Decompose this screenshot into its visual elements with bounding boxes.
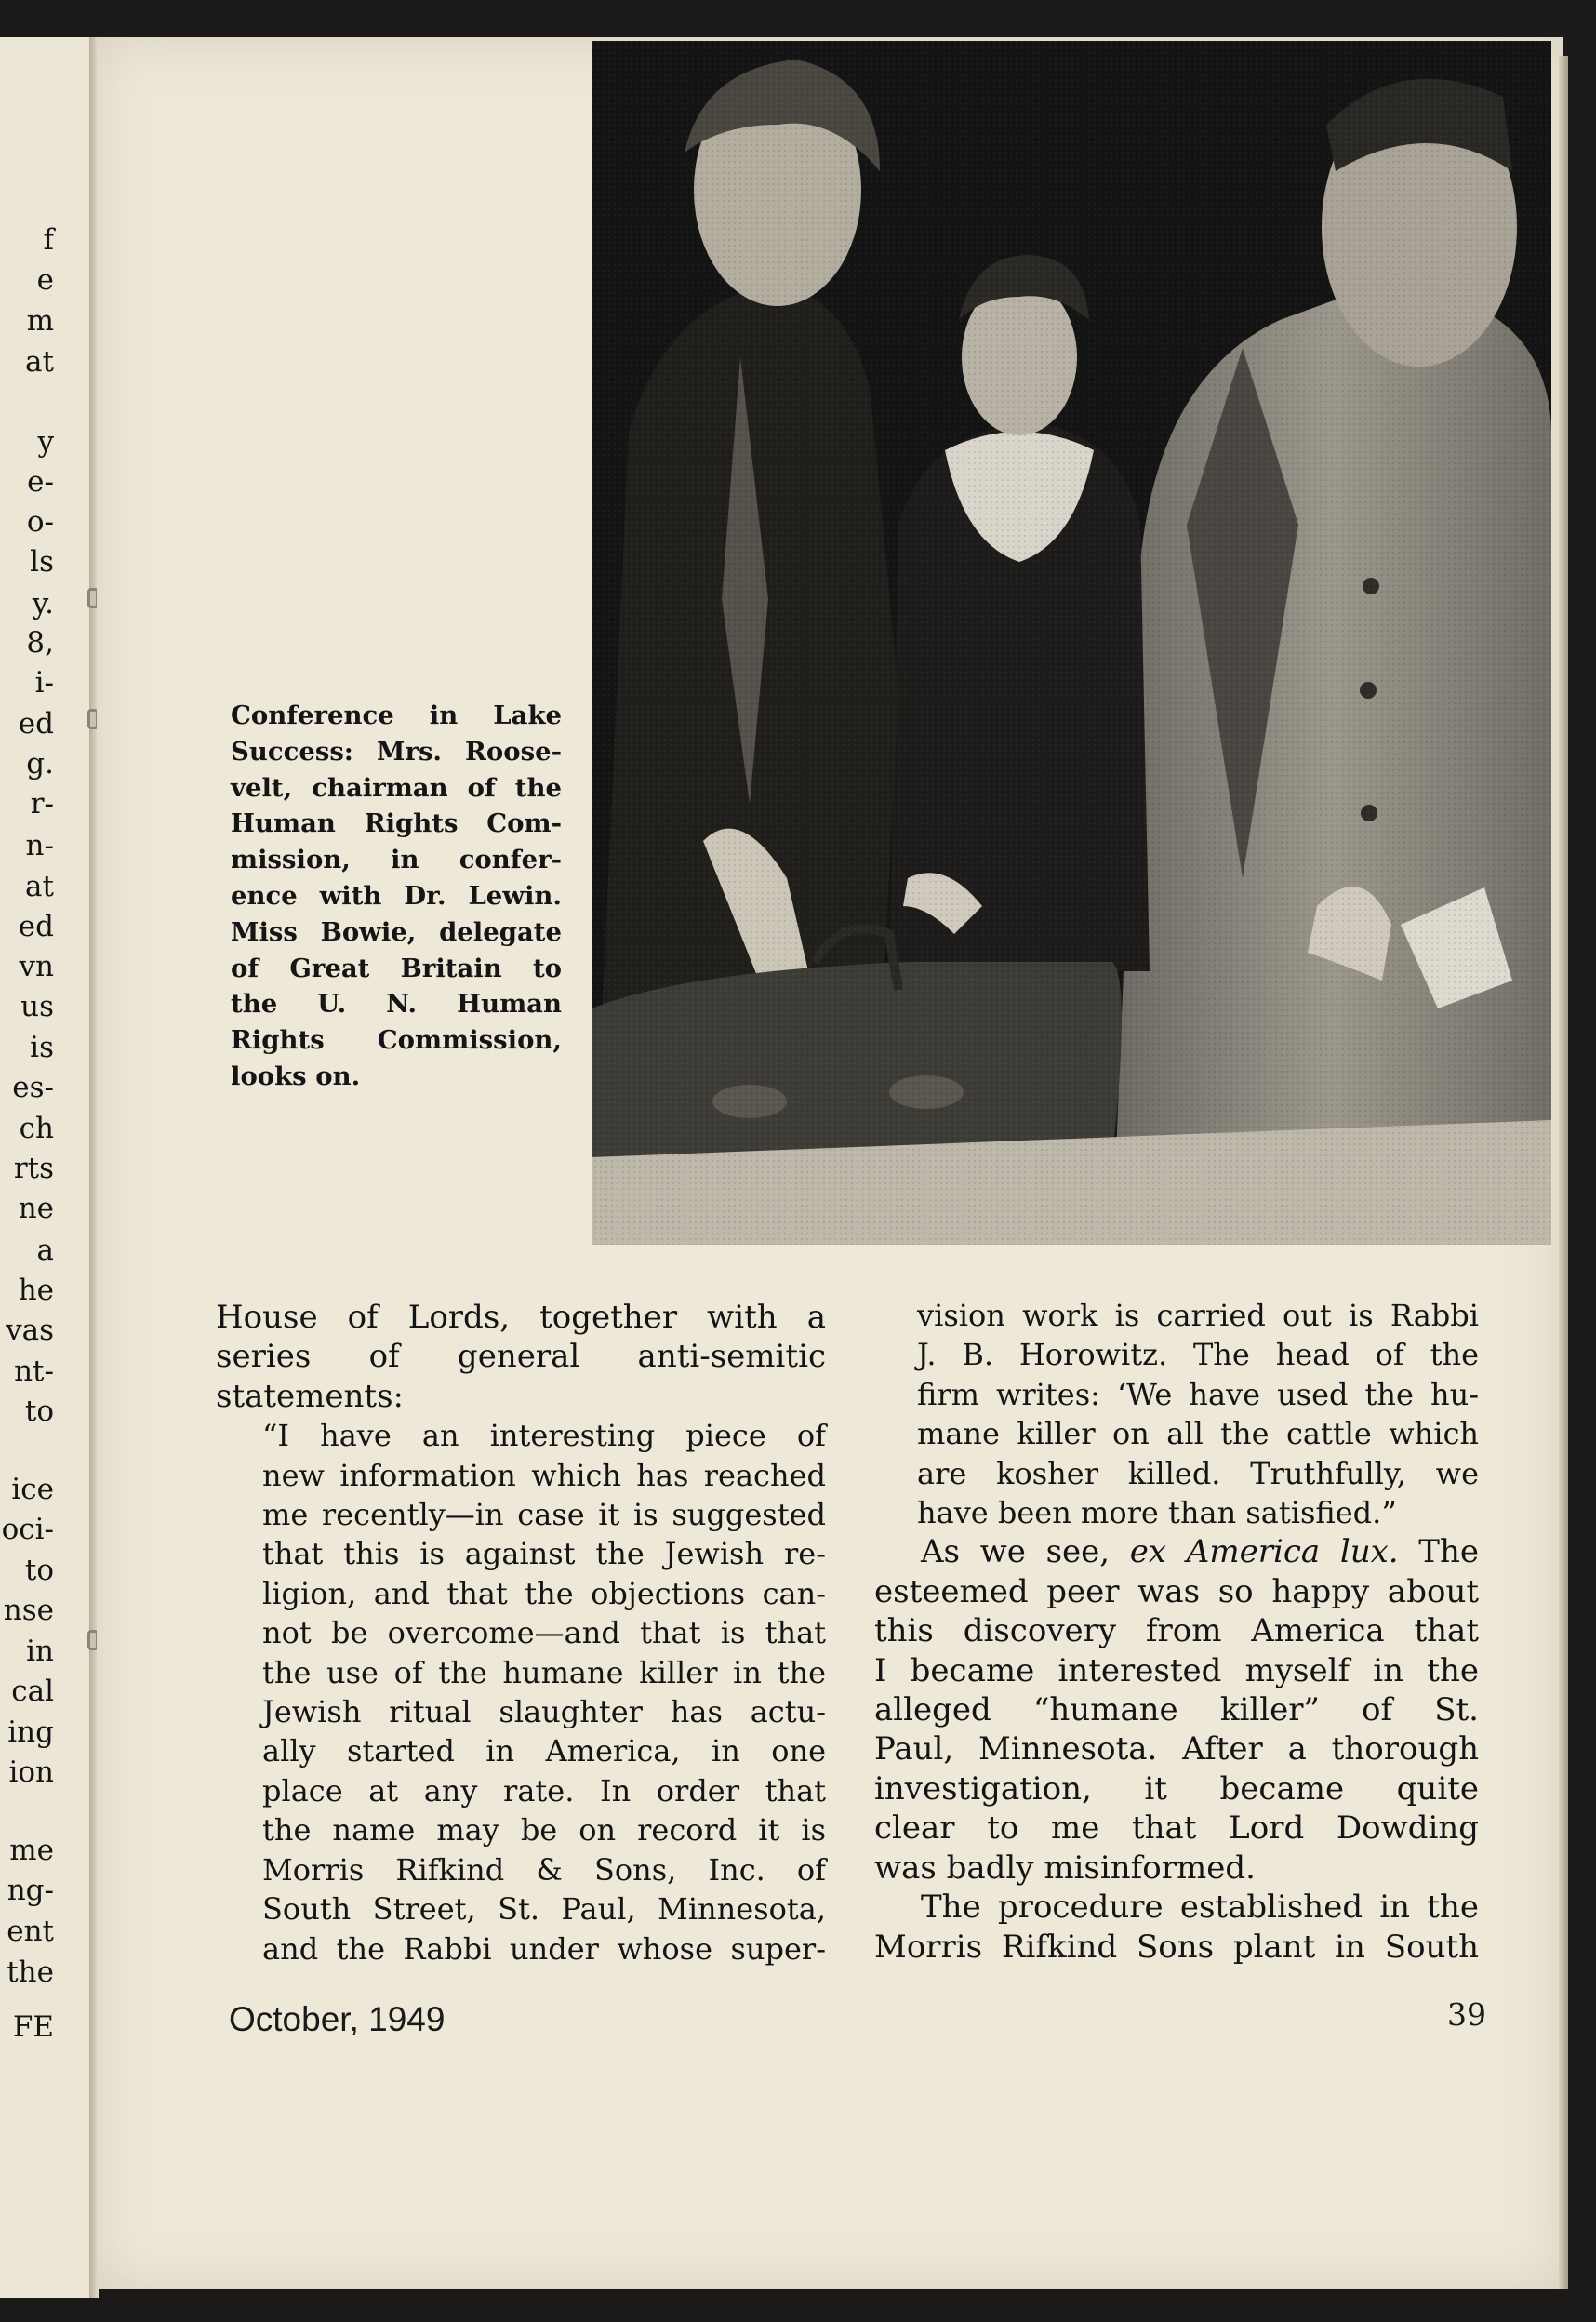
prev-page-text-fragment: vn <box>19 950 54 983</box>
prev-page-text-fragment: oci- <box>1 1513 54 1546</box>
prev-page-text-fragment: ng- <box>7 1874 54 1907</box>
caption-line: looks on. <box>231 1061 361 1091</box>
paragraph-first-line <box>874 1532 1479 1571</box>
quote-line: and the Rabbi under whose super- <box>262 1930 826 1967</box>
text-line: clear to me that Lord Dowding <box>874 1809 1479 1848</box>
caption-line: Miss Bowie, delegate <box>231 916 562 947</box>
prev-page-text-fragment: a <box>36 1234 54 1267</box>
prev-page-text-fragment: ice <box>11 1473 54 1506</box>
text-line: was badly misinformed. <box>874 1848 1256 1887</box>
issue-date: October, 1949 <box>229 2000 446 2038</box>
prev-page-text-fragment: in <box>26 1635 54 1668</box>
prev-page-text-fragment: ed <box>18 910 54 943</box>
prev-page-text-fragment: y. <box>32 587 54 621</box>
prev-page-text-fragment: o- <box>26 505 54 539</box>
prev-page-text-fragment: he <box>18 1274 54 1307</box>
prev-page-text-fragment: to <box>24 1395 54 1428</box>
prev-page-text-fragment: nse <box>3 1594 54 1627</box>
caption-line: ence with Dr. Lewin. <box>231 880 562 911</box>
prev-page-text-fragment: e- <box>27 465 54 499</box>
prev-page-text-fragment: at <box>25 870 54 903</box>
text-line: alleged “humane killer” of St. <box>874 1691 1479 1729</box>
prev-page-text-fragment: me <box>9 1834 54 1867</box>
quote-line: vision work is carried out is Rabbi <box>917 1298 1479 1333</box>
italic-phrase: ex America lux. <box>1129 1533 1399 1571</box>
text-line: The procedure established in the <box>921 1888 1479 1927</box>
quote-line: have been more than satisfied.” <box>917 1495 1397 1531</box>
text-line: statements: <box>216 1377 404 1415</box>
quote-line: place at any rate. In order that <box>262 1772 826 1808</box>
prev-page-text-fragment: f <box>43 223 54 257</box>
prev-page-text-fragment: at <box>25 345 54 379</box>
quote-line: the use of the humane killer in the <box>262 1654 826 1690</box>
quote-line: firm writes: ‘We have used the hu- <box>917 1376 1479 1412</box>
quote-line: not be overcome—and that is that <box>262 1615 826 1651</box>
photo-caption <box>231 698 562 1095</box>
text-line: Morris Rifkind Sons plant in South <box>874 1928 1479 1966</box>
block-quote-continued <box>874 1296 1479 1532</box>
quote-line: ally started in America, in one <box>262 1733 826 1769</box>
text-line: I became interested myself in the <box>874 1651 1479 1689</box>
right-text-column <box>874 1296 1479 1967</box>
block-quote <box>216 1416 826 1968</box>
text-line: esteemed peer was so happy about <box>874 1572 1479 1610</box>
caption-line: the U. N. Human <box>231 989 562 1020</box>
quote-line: “I have an interesting piece of <box>262 1418 826 1454</box>
text-line: House of Lords, together with a <box>216 1299 826 1336</box>
prev-page-text-fragment: to <box>24 1554 54 1587</box>
prev-page-text-fragment: m <box>26 304 54 338</box>
page-edge <box>1559 56 1568 2289</box>
prev-page-text-fragment: the <box>7 1955 54 1989</box>
quote-line: South Street, St. Paul, Minnesota, <box>262 1891 826 1928</box>
text-line: series of general anti-semitic <box>216 1338 826 1376</box>
prev-page-text-fragment: i- <box>34 666 54 700</box>
prev-page-text-fragment: ion <box>8 1755 54 1789</box>
prev-page-text-fragment: n- <box>25 829 54 862</box>
caption-line: mission, in confer- <box>231 845 562 875</box>
caption-line: Rights Commission, <box>231 1025 562 1056</box>
quote-line: me recently—in case it is suggested <box>262 1497 826 1533</box>
prev-page-text-fragment: nt- <box>14 1354 54 1388</box>
text-run: The <box>1398 1533 1479 1571</box>
prev-page-text-fragment: ls <box>30 545 54 579</box>
text-line: investigation, it became quite <box>874 1769 1479 1808</box>
caption-line: velt, chairman of the <box>231 772 562 803</box>
conference-photograph <box>592 41 1551 1245</box>
prev-page-text-fragment: r- <box>30 787 54 821</box>
prev-page-text-fragment: 8, <box>26 626 54 660</box>
prev-page-text-fragment: ing <box>7 1715 54 1749</box>
prev-page-text-fragment: e <box>36 263 54 297</box>
prev-page-text-fragment: ent <box>7 1915 54 1948</box>
text-line: Paul, Minnesota. After a thorough <box>874 1730 1479 1768</box>
quote-line: that this is against the Jewish re- <box>262 1536 826 1572</box>
caption-line: Success: Mrs. Roose- <box>231 736 562 767</box>
quote-line: Jewish ritual slaughter has actu- <box>262 1694 826 1730</box>
text-run: As we see, <box>921 1533 1130 1571</box>
text-line: this discovery from America that <box>874 1612 1479 1650</box>
quote-line: are kosher killed. Truthfully, we <box>917 1455 1479 1491</box>
prev-page-text-fragment: g. <box>26 747 54 781</box>
prev-page-text-fragment: cal <box>11 1675 54 1708</box>
prev-page-text-fragment: y <box>37 425 54 459</box>
prev-page-text-fragment: is <box>30 1031 54 1064</box>
previous-page-edge <box>0 37 97 2298</box>
quote-line: J. B. Horowitz. The head of the <box>917 1337 1479 1373</box>
prev-page-text-fragment: rts <box>13 1152 54 1185</box>
quote-line: mane killer on all the cattle which <box>917 1416 1479 1452</box>
page-number: 39 <box>1447 1996 1486 2033</box>
quote-line: the name may be on record it is <box>262 1812 826 1848</box>
caption-line: of Great Britain to <box>231 953 562 983</box>
left-text-column <box>216 1298 826 1968</box>
prev-page-text-fragment: vas <box>6 1314 54 1347</box>
prev-page-text-fragment: us <box>20 990 54 1023</box>
prev-page-text-fragment: es- <box>12 1071 54 1104</box>
quote-line: new information which has reached <box>262 1457 826 1493</box>
prev-page-text-fragment: ne <box>18 1192 54 1225</box>
quote-line: Morris Rifkind & Sons, Inc. of <box>262 1851 826 1888</box>
prev-page-text-fragment: ch <box>19 1112 54 1145</box>
prev-page-text-fragment: ed <box>18 707 54 741</box>
quote-line: ligion, and that the objections can- <box>262 1575 826 1611</box>
caption-line: Conference in Lake <box>231 701 562 730</box>
caption-line: Human Rights Com- <box>231 808 562 839</box>
prev-page-text-fragment: FE <box>12 2010 54 2044</box>
